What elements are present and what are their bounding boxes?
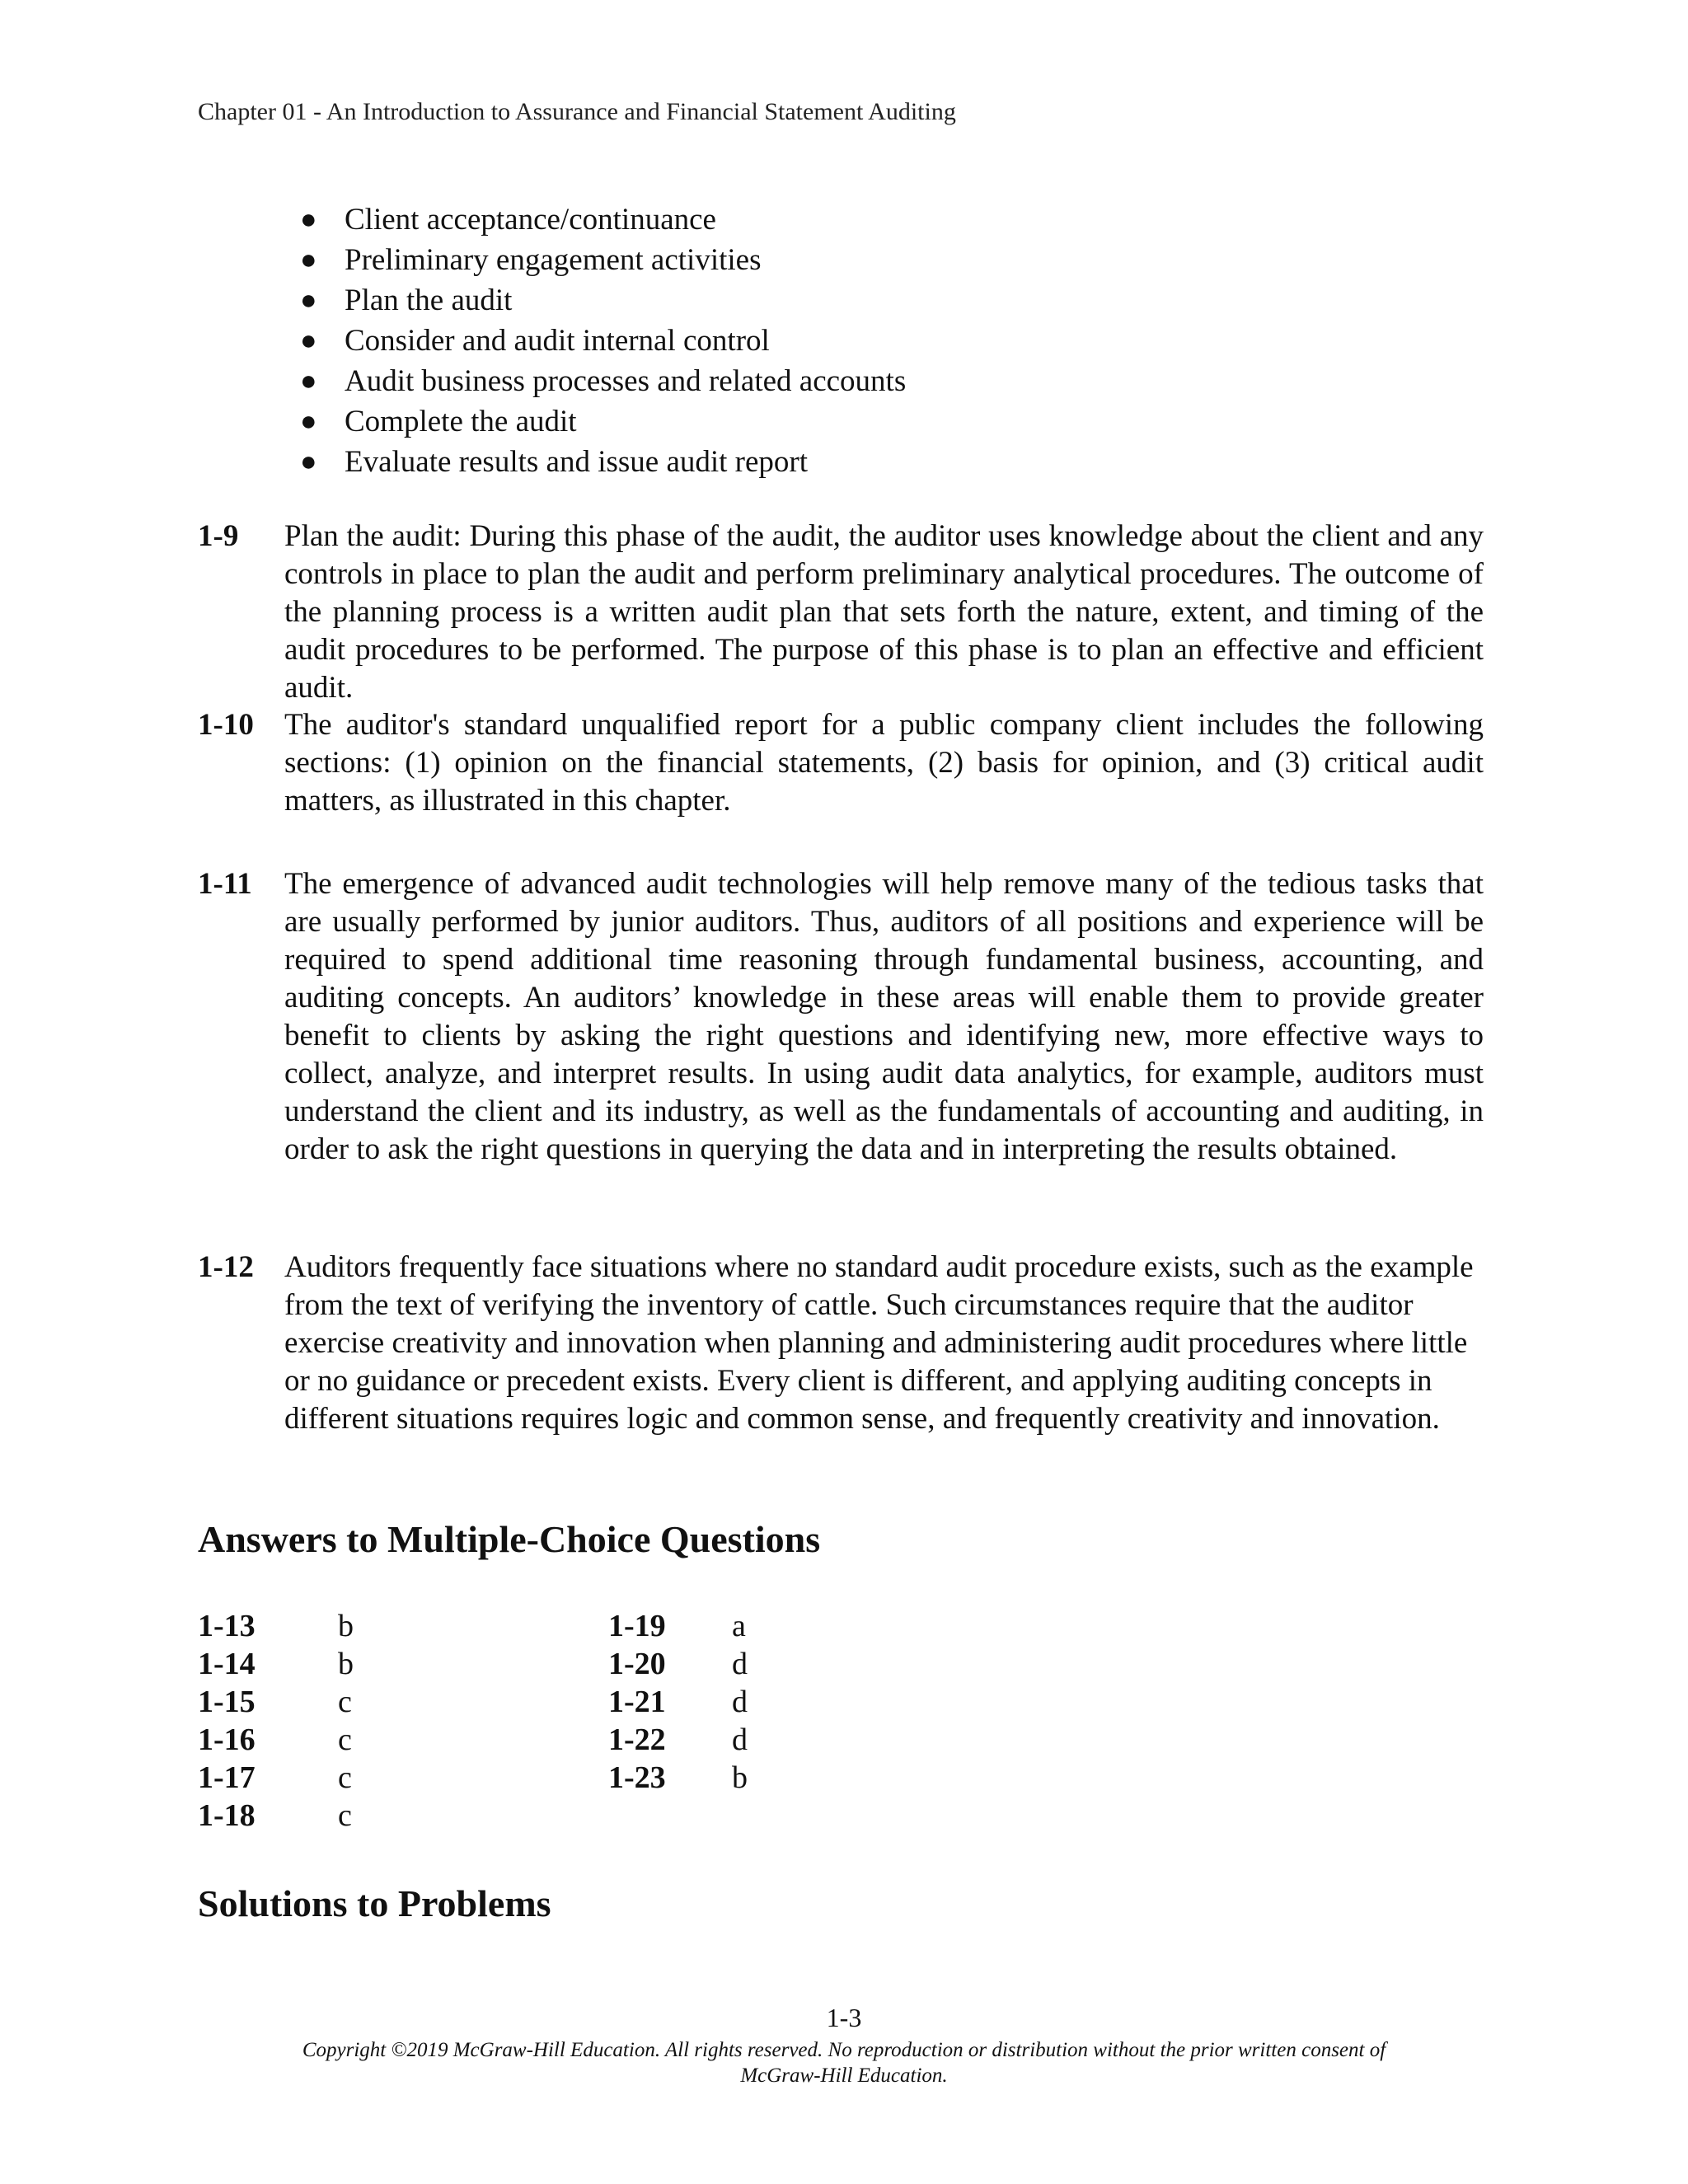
answer-letter: b bbox=[732, 1760, 748, 1795]
question-1-12 bbox=[198, 1249, 1484, 1438]
question-answer-text: The emergence of advanced audit technologies will help remove many of the tedious tasks that are usually performed by junior auditors. Thus, auditors of all positions and experience will be required to spend additional time reasoning through fundamental business, accounting, and auditing concepts. An auditors’ knowledge in these areas will enable them to provide greater benefit to clients by asking the right questions and identifying new, more effective ways to collect, analyze, and interpret results. In using audit data analytics, for example, auditors must understand the client and its industry, as well as the fundamentals of accounting and auditing, in order to ask the right questions in querying the data and in interpreting the results obtained. bbox=[284, 867, 1484, 1166]
bullet-icon: ● bbox=[300, 204, 317, 235]
bullet-icon: ● bbox=[300, 366, 317, 396]
question-1-9 bbox=[198, 518, 1484, 707]
answer-question-number: 1-13 bbox=[198, 1609, 256, 1643]
bullet-icon: ● bbox=[300, 245, 317, 275]
list-item-text: Consider and audit internal control bbox=[345, 324, 770, 358]
list-item bbox=[297, 442, 906, 482]
bullet-icon: ● bbox=[300, 406, 317, 437]
copyright-line-2: McGraw-Hill Education. bbox=[740, 2064, 948, 2087]
question-number: 1-11 bbox=[198, 867, 252, 901]
question-number: 1-9 bbox=[198, 519, 239, 553]
list-item bbox=[297, 401, 906, 442]
list-item-text: Evaluate results and issue audit report bbox=[345, 445, 809, 479]
list-item-text: Client acceptance/continuance bbox=[345, 203, 716, 237]
solutions-heading: Solutions to Problems bbox=[198, 1882, 551, 1924]
question-answer-text: Plan the audit: During this phase of the audit, the auditor uses knowledge about the client and any controls in place to plan the audit and perform preliminary analytical procedures. The outcome of the planning process is a written audit plan that sets forth the nature, extent, and timing of the audit procedures to be performed. The purpose of this phase is to plan an effective and efficient audit. bbox=[284, 519, 1484, 705]
answer-letter: c bbox=[338, 1760, 352, 1795]
list-item bbox=[297, 240, 906, 280]
list-item bbox=[297, 321, 906, 361]
question-answer-text: The auditor's standard unqualified report for a public company client includes the following sections: (1) opinion on the financial statements, (2) basis for opinion, and (3) critical audit matters, as illustrated in this chapter. bbox=[284, 708, 1484, 818]
bullet-icon: ● bbox=[300, 285, 317, 316]
answer-letter: b bbox=[338, 1609, 354, 1643]
answer-question-number: 1-18 bbox=[198, 1798, 256, 1833]
list-item-text: Preliminary engagement activities bbox=[345, 243, 762, 277]
question-number: 1-10 bbox=[198, 708, 254, 742]
answer-question-number: 1-20 bbox=[608, 1647, 666, 1681]
answer-letter: c bbox=[338, 1722, 352, 1757]
answer-question-number: 1-21 bbox=[608, 1685, 666, 1719]
answer-letter: d bbox=[732, 1722, 748, 1757]
list-item bbox=[297, 361, 906, 401]
answer-question-number: 1-17 bbox=[198, 1760, 256, 1795]
answer-question-number: 1-22 bbox=[608, 1722, 666, 1757]
question-1-10 bbox=[198, 706, 1484, 820]
list-item-text: Plan the audit bbox=[345, 284, 513, 317]
answer-letter: a bbox=[732, 1609, 746, 1643]
chapter-header: Chapter 01 - An Introduction to Assurance and Financial Statement Auditing bbox=[198, 98, 956, 125]
answer-question-number: 1-16 bbox=[198, 1722, 256, 1757]
answer-letter: d bbox=[732, 1685, 748, 1719]
question-number: 1-12 bbox=[198, 1250, 254, 1284]
answer-letter: d bbox=[732, 1647, 748, 1681]
question-1-11 bbox=[198, 865, 1484, 1169]
page-number: 1-3 bbox=[826, 2003, 862, 2032]
list-item bbox=[297, 280, 906, 321]
answer-question-number: 1-23 bbox=[608, 1760, 666, 1795]
answer-letter: c bbox=[338, 1798, 352, 1833]
bullet-icon: ● bbox=[300, 447, 317, 477]
answer-letter: b bbox=[338, 1647, 354, 1681]
copyright-line-1: Copyright ©2019 McGraw-Hill Education. All rights reserved. No reproduction or distribution without the prior written consent of bbox=[302, 2039, 1386, 2061]
list-item bbox=[297, 199, 906, 240]
bullet-icon: ● bbox=[300, 326, 317, 356]
answer-question-number: 1-19 bbox=[608, 1609, 666, 1643]
mcq-heading: Answers to Multiple-Choice Questions bbox=[198, 1518, 821, 1560]
question-answer-text: Auditors frequently face situations where no standard audit procedure exists, such as the example from the text of verifying the inventory of cattle. Such circumstances require that the auditor exercise creativity and innovation when planning and administering audit procedures where little or no guidance or precedent exists. Every client is different, and applying auditing concepts in different situations requires logic and common sense, and frequently creativity and innovation. bbox=[284, 1250, 1474, 1436]
answer-letter: c bbox=[338, 1685, 352, 1719]
answer-question-number: 1-15 bbox=[198, 1685, 256, 1719]
answer-question-number: 1-14 bbox=[198, 1647, 256, 1681]
copyright-notice bbox=[0, 2037, 1688, 2088]
list-item-text: Audit business processes and related accounts bbox=[345, 364, 907, 398]
phase-bullet-list bbox=[297, 199, 906, 482]
list-item-text: Complete the audit bbox=[345, 405, 577, 438]
